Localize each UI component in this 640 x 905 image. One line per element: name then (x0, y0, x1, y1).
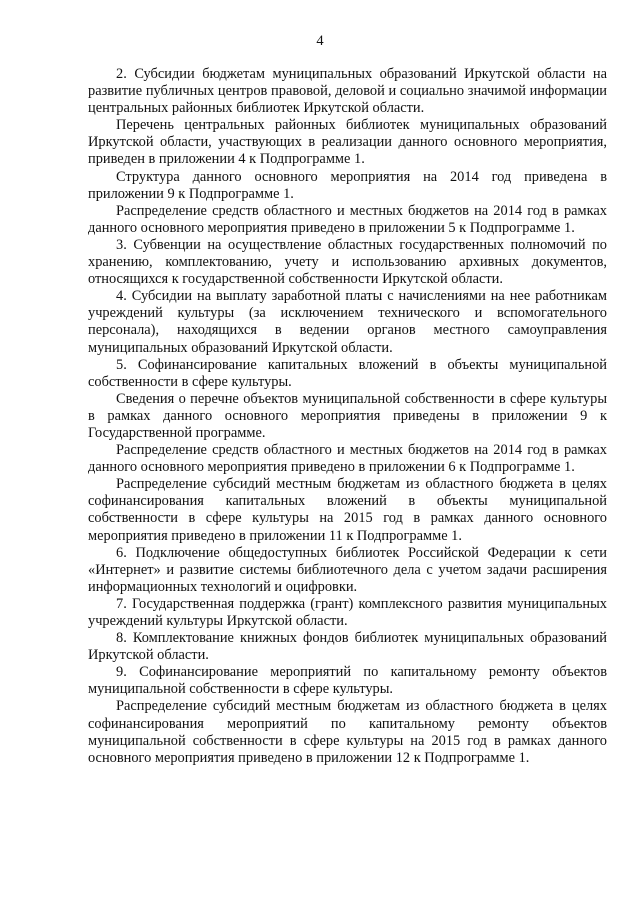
page-number: 4 (316, 33, 324, 49)
paragraph-item-2: 2. Субсидии бюджетам муниципальных образований Иркутской области на развитие публичных центров правовой, деловой и социально значимой информации центральных районных библиотек Иркутской области. (88, 66, 607, 117)
paragraph-item-4: 4. Субсидии на выплату заработной платы с начислениями на нее работникам учреждений культуры (за исключением технического и вспомогательного персонала), находящихся в ведении органов местного самоуправления муниципальных образований Иркутской области. (88, 288, 607, 356)
paragraph-library-list: Перечень центральных районных библиотек муниципальных образований Иркутской области, участвующих в реализации данного основного мероприятия, приведен в приложении 4 к Подпрограмме 1. (88, 117, 607, 168)
paragraph-subsidies-2015-annex12: Распределение субсидий местным бюджетам из областного бюджета в целях софинансирования мероприятий по капитальному ремонту объектов муниципальной собственности в сфере культуры на 2015 год в рамках данного основного мероприятия приведено в приложении 12 к Подпрограмме 1. (88, 698, 607, 766)
paragraph-structure-2014: Структура данного основного мероприятия на 2014 год приведена в приложении 9 к Подпрограмме 1. (88, 168, 607, 202)
document-body (88, 66, 607, 767)
paragraph-item-3: 3. Субвенции на осуществление областных государственных полномочий по хранению, комплектованию, учету и использованию архивных документов, относящихся к государственной собственности Иркутской области. (88, 236, 607, 288)
paragraph-distribution-2014-annex5: Распределение средств областного и местных бюджетов на 2014 год в рамках данного основного мероприятия приведено в приложении 5 к Подпрограмме 1. (88, 202, 607, 236)
paragraph-distribution-2014-annex6: Распределение средств областного и местных бюджетов на 2014 год в рамках данного основного мероприятия приведено в приложении 6 к Подпрограмме 1. (88, 442, 607, 476)
paragraph-item-7: 7. Государственная поддержка (грант) комплексного развития муниципальных учреждений культуры Иркутской области. (88, 595, 607, 629)
paragraph-item-8: 8. Комплектование книжных фондов библиотек муниципальных образований Иркутской области. (88, 630, 607, 664)
paragraph-subsidies-2015-annex11: Распределение субсидий местным бюджетам из областного бюджета в целях софинансирования капитальных вложений в объекты муниципальной собственности в сфере культуры на 2015 год в рамках данного основного мероприятия приведено в приложении 11 к Подпрограмме 1. (88, 476, 607, 544)
paragraph-item-5: 5. Софинансирование капитальных вложений в объекты муниципальной собственности в сфере культуры. (88, 356, 607, 390)
paragraph-objects-info: Сведения о перечне объектов муниципальной собственности в сфере культуры в рамках данного основного мероприятия приведены в приложении 9 к Государственной программе. (88, 390, 607, 441)
paragraph-item-6: 6. Подключение общедоступных библиотек Российской Федерации к сети «Интернет» и развитие системы библиотечного дела с учетом задачи расширения информационных технологий и оцифровки. (88, 544, 607, 595)
paragraph-item-9: 9. Софинансирование мероприятий по капитальному ремонту объектов муниципальной собственности в сфере культуры. (88, 664, 607, 698)
